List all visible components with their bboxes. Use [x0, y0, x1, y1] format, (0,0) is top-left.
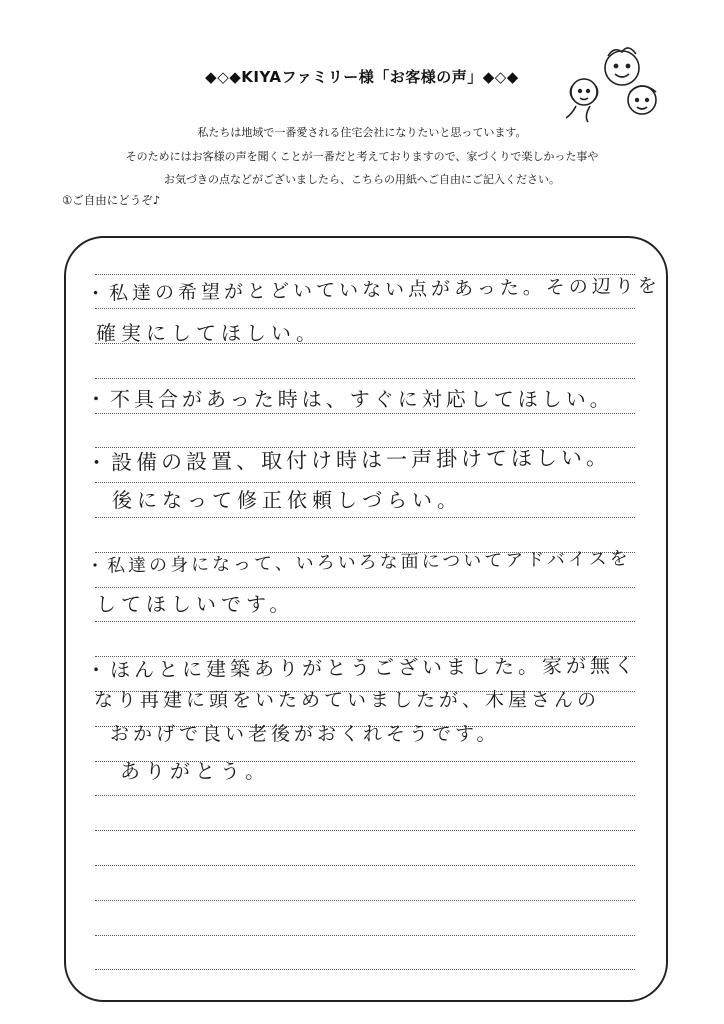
ruled-line	[95, 830, 635, 831]
intro-line-1: 私たちは地域で一番愛される住宅会社になりたいと思っています。	[197, 126, 527, 139]
ruled-line	[95, 378, 635, 379]
comment-sheet-frame	[64, 236, 668, 1002]
comment-line-9: なり再建に頭をいためていましたが、木屋さんの	[94, 689, 601, 711]
comment-line-4: ・設備の設置、取付け時は一声掛けてほしい。	[85, 445, 612, 475]
comment-line-3: ・不具合があった時は、すぐに対応してほしい。	[86, 387, 614, 411]
comment-line-5: 後になって修正依頼しづらい。	[112, 488, 462, 512]
intro-line-3: お気づきの点などがございましたら、こちらの用紙へご自由にご記入ください。	[164, 173, 560, 186]
comment-line-8: ・ほんとに建築ありがとうございました。家が無く	[85, 653, 639, 682]
free-comment-prompt: ①ご自由にどうぞ♪	[62, 193, 161, 207]
ruled-line	[95, 795, 635, 796]
ruled-line	[95, 621, 635, 622]
ruled-line	[95, 969, 635, 970]
page-title: ◆◇◆KIYAファミリー様「お客様の声」◆◇◆	[205, 68, 519, 86]
comment-line-6: ・私達の身になって、いろいろな面についてアドバイスを	[85, 548, 631, 577]
comment-line-1: ・私達の希望がとどいていない点があった。その辺りを	[85, 274, 661, 305]
ruled-line	[95, 900, 635, 901]
comment-line-7: してほしいです。	[96, 592, 295, 616]
intro-line-2: そのためにはお客様の声を聞くことが一番だと考えておりますので、家づくりで楽しかった事や	[125, 150, 599, 163]
ruled-line	[95, 935, 635, 936]
comment-line-11: ありがとう。	[120, 759, 270, 783]
ruled-line	[95, 517, 635, 518]
ruled-line	[95, 308, 635, 309]
ruled-line	[95, 413, 635, 414]
ruled-line	[95, 865, 635, 866]
children-illustration	[562, 44, 672, 124]
comment-line-10: おかげで良い老後がおくれそうです。	[110, 723, 500, 745]
comment-line-2: 確実にしてほしい。	[96, 321, 321, 345]
ruled-line	[95, 482, 635, 483]
